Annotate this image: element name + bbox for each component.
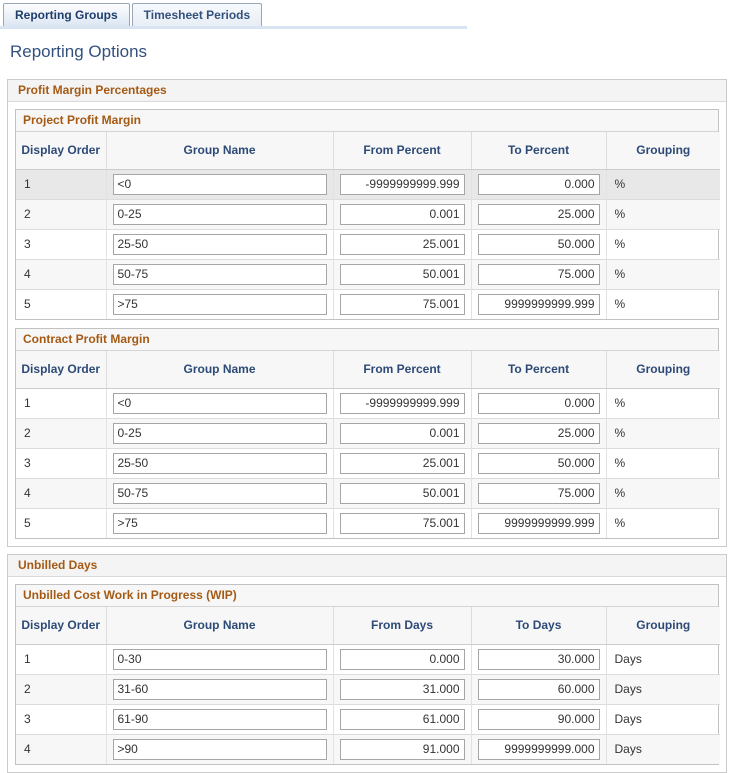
to-value-input[interactable]	[478, 513, 600, 534]
data-grid-table	[16, 132, 720, 319]
to-value-input[interactable]	[478, 264, 600, 285]
from-value-input[interactable]	[340, 483, 465, 504]
display-order-cell: 5	[16, 289, 106, 319]
from-value-cell	[333, 674, 471, 704]
group-name-cell	[106, 418, 333, 448]
display-order-cell: 1	[16, 388, 106, 418]
column-header-grouping: Grouping	[606, 351, 720, 388]
groupbox-profit-margin-percentages	[7, 79, 727, 547]
from-value-cell	[333, 169, 471, 199]
groupbox-title: Profit Margin Percentages	[8, 80, 726, 102]
group-name-cell	[106, 259, 333, 289]
column-header-from-days: From Days	[333, 607, 471, 644]
column-header-from-percent: From Percent	[333, 351, 471, 388]
to-value-cell	[471, 229, 606, 259]
column-header-display-order: Display Order	[16, 351, 106, 388]
group-name-cell	[106, 289, 333, 319]
column-header-group-name: Group Name	[106, 132, 333, 169]
groupbox-body	[8, 102, 726, 546]
data-grid-table	[16, 607, 720, 764]
to-value-input[interactable]	[478, 679, 600, 700]
group-name-input[interactable]	[113, 393, 327, 414]
groupbox-unbilled-days	[7, 554, 727, 773]
display-order-cell: 4	[16, 734, 106, 764]
from-value-input[interactable]	[340, 393, 465, 414]
to-value-cell	[471, 259, 606, 289]
from-value-input[interactable]	[340, 264, 465, 285]
to-value-input[interactable]	[478, 483, 600, 504]
group-name-cell	[106, 199, 333, 229]
to-value-cell	[471, 169, 606, 199]
group-name-input[interactable]	[113, 234, 327, 255]
display-order-cell: 3	[16, 704, 106, 734]
display-order-cell: 4	[16, 478, 106, 508]
table-row	[16, 644, 720, 674]
from-value-cell	[333, 199, 471, 229]
grouping-cell: %	[606, 448, 720, 478]
group-name-input[interactable]	[113, 453, 327, 474]
to-value-cell	[471, 199, 606, 229]
group-name-input[interactable]	[113, 174, 327, 195]
display-order-cell: 2	[16, 674, 106, 704]
display-order-cell: 1	[16, 169, 106, 199]
group-name-input[interactable]	[113, 294, 327, 315]
tab-timesheet-periods[interactable]: Timesheet Periods	[132, 3, 263, 26]
from-value-cell	[333, 734, 471, 764]
to-value-input[interactable]	[478, 423, 600, 444]
from-value-input[interactable]	[340, 453, 465, 474]
to-value-cell	[471, 644, 606, 674]
from-value-input[interactable]	[340, 649, 465, 670]
to-value-input[interactable]	[478, 739, 600, 760]
grouping-cell: %	[606, 229, 720, 259]
group-name-input[interactable]	[113, 649, 327, 670]
from-value-cell	[333, 418, 471, 448]
from-value-cell	[333, 229, 471, 259]
to-value-cell	[471, 734, 606, 764]
display-order-cell: 3	[16, 229, 106, 259]
group-name-input[interactable]	[113, 483, 327, 504]
column-header-to-days: To Days	[471, 607, 606, 644]
from-value-cell	[333, 644, 471, 674]
from-value-cell	[333, 259, 471, 289]
display-order-cell: 2	[16, 418, 106, 448]
grouping-cell: Days	[606, 644, 720, 674]
column-header-to-percent: To Percent	[471, 351, 606, 388]
to-value-cell	[471, 388, 606, 418]
to-value-input[interactable]	[478, 234, 600, 255]
to-value-input[interactable]	[478, 393, 600, 414]
group-name-cell	[106, 734, 333, 764]
group-name-cell	[106, 388, 333, 418]
table-row	[16, 478, 720, 508]
group-name-cell	[106, 229, 333, 259]
to-value-input[interactable]	[478, 174, 600, 195]
grouping-cell: %	[606, 199, 720, 229]
column-header-display-order: Display Order	[16, 132, 106, 169]
from-value-input[interactable]	[340, 204, 465, 225]
header-row	[16, 132, 720, 169]
from-value-cell	[333, 448, 471, 478]
to-value-input[interactable]	[478, 204, 600, 225]
from-value-input[interactable]	[340, 423, 465, 444]
group-name-input[interactable]	[113, 204, 327, 225]
table-row	[16, 448, 720, 478]
table-row	[16, 289, 720, 319]
to-value-input[interactable]	[478, 709, 600, 730]
from-value-cell	[333, 508, 471, 538]
grid-title: Contract Profit Margin	[16, 329, 718, 351]
group-name-cell	[106, 644, 333, 674]
groupbox-title: Unbilled Days	[8, 555, 726, 577]
column-header-from-percent: From Percent	[333, 132, 471, 169]
tab-underline	[0, 26, 467, 29]
group-name-input[interactable]	[113, 679, 327, 700]
table-row	[16, 229, 720, 259]
grouping-cell: Days	[606, 734, 720, 764]
column-header-grouping: Grouping	[606, 132, 720, 169]
from-value-input[interactable]	[340, 234, 465, 255]
data-grid-table	[16, 351, 720, 538]
grouping-cell: %	[606, 169, 720, 199]
to-value-cell	[471, 674, 606, 704]
to-value-cell	[471, 289, 606, 319]
grouping-cell: %	[606, 259, 720, 289]
group-name-input[interactable]	[113, 423, 327, 444]
grouping-cell: Days	[606, 704, 720, 734]
grid-project-profit-margin	[15, 109, 719, 320]
from-value-cell	[333, 289, 471, 319]
to-value-cell	[471, 508, 606, 538]
column-header-group-name: Group Name	[106, 607, 333, 644]
table-row	[16, 508, 720, 538]
table-row	[16, 388, 720, 418]
grid-unbilled-cost-work-in-progress-wip	[15, 584, 719, 765]
table-row	[16, 259, 720, 289]
table-row	[16, 199, 720, 229]
table-row	[16, 734, 720, 764]
grouping-cell: %	[606, 478, 720, 508]
display-order-cell: 2	[16, 199, 106, 229]
grouping-cell: %	[606, 418, 720, 448]
page-title: Reporting Options	[10, 42, 148, 61]
group-name-cell	[106, 169, 333, 199]
from-value-cell	[333, 478, 471, 508]
display-order-cell: 4	[16, 259, 106, 289]
grouping-cell: %	[606, 508, 720, 538]
to-value-input[interactable]	[478, 453, 600, 474]
to-value-cell	[471, 418, 606, 448]
group-name-cell	[106, 674, 333, 704]
grouping-cell: %	[606, 289, 720, 319]
grid-title: Unbilled Cost Work in Progress (WIP)	[16, 585, 718, 607]
table-row	[16, 704, 720, 734]
column-header-group-name: Group Name	[106, 351, 333, 388]
grouping-cell: Days	[606, 674, 720, 704]
header-row	[16, 351, 720, 388]
tab-bar	[0, 0, 733, 26]
header-row	[16, 607, 720, 644]
column-header-to-percent: To Percent	[471, 132, 606, 169]
from-value-cell	[333, 704, 471, 734]
group-name-input[interactable]	[113, 709, 327, 730]
from-value-input[interactable]	[340, 174, 465, 195]
to-value-input[interactable]	[478, 649, 600, 670]
display-order-cell: 1	[16, 644, 106, 674]
from-value-cell	[333, 388, 471, 418]
from-value-input[interactable]	[340, 709, 465, 730]
from-value-input[interactable]	[340, 513, 465, 534]
column-header-display-order: Display Order	[16, 607, 106, 644]
group-name-cell	[106, 704, 333, 734]
group-name-cell	[106, 508, 333, 538]
tab-reporting-groups[interactable]: Reporting Groups	[3, 3, 130, 26]
column-header-grouping: Grouping	[606, 607, 720, 644]
grid-title: Project Profit Margin	[16, 110, 718, 132]
group-name-input[interactable]	[113, 513, 327, 534]
to-value-input[interactable]	[478, 294, 600, 315]
grouping-cell: %	[606, 388, 720, 418]
sections-container	[0, 79, 733, 773]
grid-contract-profit-margin	[15, 328, 719, 539]
table-row	[16, 674, 720, 704]
from-value-input[interactable]	[340, 739, 465, 760]
to-value-cell	[471, 704, 606, 734]
table-row	[16, 418, 720, 448]
display-order-cell: 3	[16, 448, 106, 478]
group-name-cell	[106, 478, 333, 508]
from-value-input[interactable]	[340, 679, 465, 700]
group-name-input[interactable]	[113, 264, 327, 285]
from-value-input[interactable]	[340, 294, 465, 315]
groupbox-body	[8, 577, 726, 772]
table-row	[16, 169, 720, 199]
display-order-cell: 5	[16, 508, 106, 538]
group-name-input[interactable]	[113, 739, 327, 760]
to-value-cell	[471, 448, 606, 478]
to-value-cell	[471, 478, 606, 508]
group-name-cell	[106, 448, 333, 478]
